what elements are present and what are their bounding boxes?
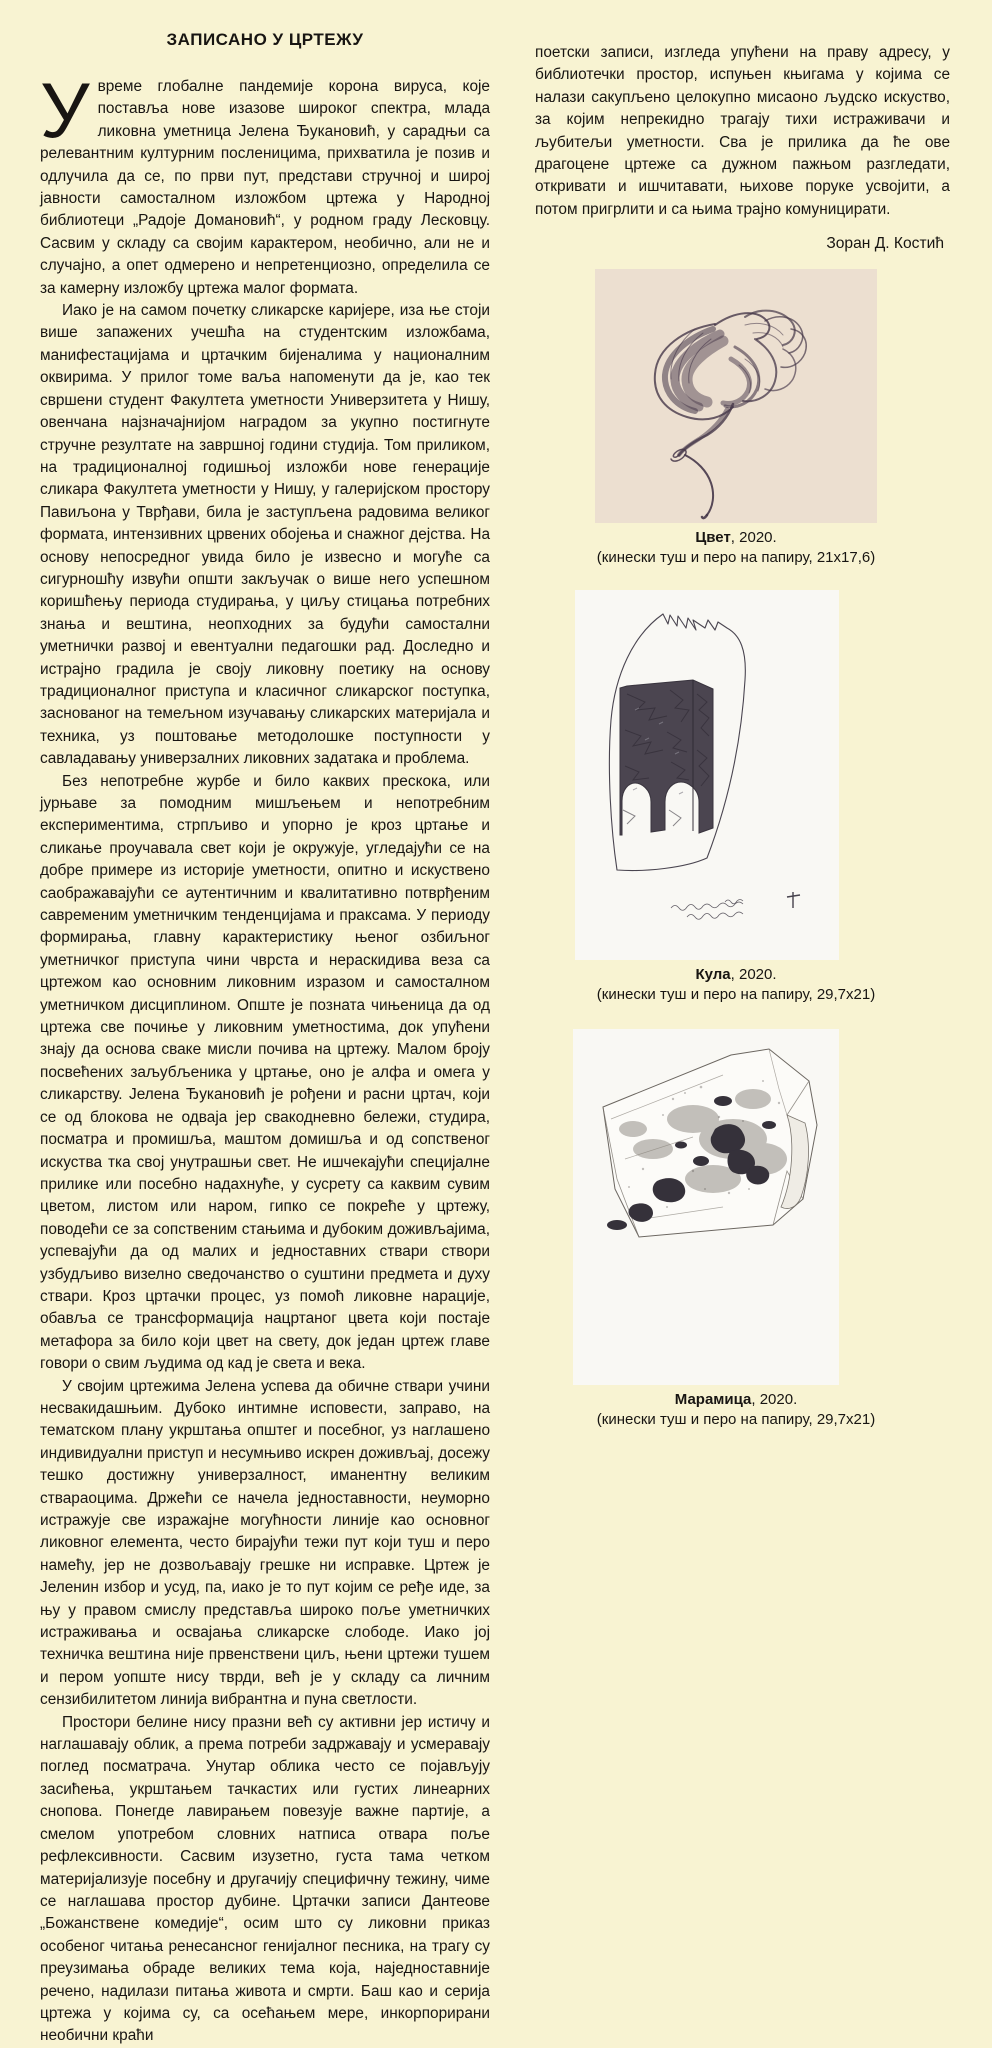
artwork-handkerchief-caption — [535, 1390, 937, 1430]
artwork-handkerchief-details: (кинески туш и перо на папиру, 29,7х21) — [596, 1411, 876, 1429]
paragraph-3: Без непотребне журбе и било каквих прескока, или јурњаве за помодним мишљењем и непотребним експериментима, стрпљиво и упорно је кроз цртање и сликање проучавала свет који је окружује, угледајући се на добре примере из историје уметности, опитно и искуствено саображавајући се аутентичним и квалитативно потврђеним савременим уметничким тенденцијама и праксама. У периоду формирања, главну карактеристику њеног озбиљног уметничког приступа чини чврста и нераскидива веза са цртежом као основним ликовним изразом и самосталном уметничком дисциплином. Опште је позната чињеница да од цртежа све почиње у ликовним уметностима, док упућени знају да основа сваке мисли почива на цртежу. Малом броју посвећених заљубљеника у цртање, оно је алфа и омега у сликарству. Јелена Ђукановић је рођени и расни цртач, који се од блокова не одваја јер свакодневно бележи, студира, посматра и промишља, маштом домишља и од сопственог искуства тка свој унутрашњи свет. Не ишчекајући специјалне прилике или посебно надахнуће, у сусрету са каквим сувим цветом, листом или наром, гипко се покреће у цртежу, поводећи се за сопственим стањима и дубоким доживљајима, успевајући да од малих и једноставних ствари створи узбудљиво визелно сведочанство о суштини предмета и духу ствари. Кроз цртачки процес, уз помоћ ликовне нарације, обавља се трансформација нацртаног цвета који постаје метафора за било који цвет на свету, док један цртеж главе говори о свим људима од кад је света и века. — [40, 772, 490, 1373]
artwork-tower-details: (кинески туш и перо на папиру, 29,7х21) — [596, 986, 876, 1004]
artwork-tower-caption — [535, 965, 937, 1005]
artwork-flower — [595, 269, 877, 568]
paragraph-2: Иако је на самом почетку сликарске каријере, иза ње стоји више запажених учешћа на студентским изложбама, манифестацијама и цртачким бијеналима у националним оквирима. У прилог томе ваља напоменути да је, као тек свршени студент Факултета уметности Универзитета у Нишу, овенчана најзначајнијом наградом за укупно постигнуте стручне резултате на завршној години студија. Том приликом, на традиционалној годишњој изложби нове генерације сликара Факултета уметности у Нишу, у галеријском простору Павиљона у Тврђави, била је заступљена радовима великог формата, интензивних црвених обојења и снажног дејства. На основу непосредног увида било је извесно и могуће са сигурношћу извући општи закључак о више него успешном коришћењу периода студирања, у циљу стицања потребних знања и вештина, неопходних за будући самостални уметнички развој и евентуални педагошки рад. Доследно и истрајно градила је своју ликовну поетику на основу традиционалног приступа и класичног сликарског поступка, заснованог на темељном изучавању сликарских материјала и техника, уз поштовање методолошке поступности у савладавању универзалних ликовних задатака и проблема. — [40, 302, 490, 768]
article-column — [40, 30, 490, 2048]
artwork-flower-title: Цвет — [695, 529, 731, 547]
page-title: ЗАПИСАНО У ЦРТЕЖУ — [166, 30, 364, 49]
artwork-handkerchief-title: Марамица — [674, 1391, 752, 1409]
drop-cap: У — [40, 66, 90, 154]
flower-paper — [595, 269, 877, 523]
article-continuation: поетски записи, изгледа упућени на праву адресу, у библиотечки простор, испуњен књигама у којима се налази сакупљено целокупно мисаоно људско искуство, за којим непрекидно трагају тихи истраживачи и љубитељи уметности. Сва је прилика да ће ове драгоцене цртеже са дужном пажњом разгледати, откривати и ишчитавати, њихове поруке усвојити, а потом пригрлити и са њима трајно комуницирати. — [535, 44, 950, 218]
artwork-tower-title: Кула — [695, 966, 731, 984]
artwork-flower-details: (кинески туш и перо на папиру, 21х17,6) — [596, 549, 876, 567]
right-column — [535, 42, 950, 1430]
paragraph-1 — [40, 66, 490, 300]
paragraph-5: Простори белине нису празни већ су активни јер истичу и наглашавају облик, а према потреби задржавају и усмеравају поглед посматрача. Унутар облика често се појављују засићења, укрштањем тачкастих или густих линеарних снопова. Понегде лавирањем повезује важне партије, а смелом употребом словних натписа отвара поље рефлексивности. Сасвим изузетно, густа тама четком материјализује посебну и другачију специфичну тежину, чиме се наглашава простор дубине. Цртачки записи Дантеове „Божанствене комедије“, осим што су ликовни приказ особеног читања ренесансног генијалног песника, на трагу су преузимања обраде великих тема која, наједноставније речено, надилази питања живота и смрти. Баш као и серија цртежа у којима су, са осећањем мере, инкорпорирани необични краћи — [40, 1713, 490, 2045]
artwork-flower-year: , 2020. — [730, 529, 777, 547]
artwork-handkerchief-image — [573, 1029, 839, 1385]
paragraph-1-text: време глобалне пандемије корона вируса, које поставља нове изазове широког спектра, млада ликовна уметница Јелена Ђукановић, у сарадњи са релевантним културним посленицима, прихватила је позив и одлучила да се, по први пут, представи стручној и широј јавности самосталном изложбом цртежа у Народној библиотеци „Радоје Домановић“, у родном граду Лесковцу. Сасвим у складу са својим карактером, необично, али не и случајно, а опет одмерено и непретенциозно, определила се за камерну изложбу цртежа малог формата. — [40, 78, 490, 297]
artwork-flower-image — [595, 269, 877, 523]
artwork-flower-caption — [535, 528, 937, 568]
artwork-handkerchief-year: , 2020. — [751, 1391, 798, 1409]
paragraph-4: У својим цртежима Јелена успева да обичне ствари учини несвакидашњим. Дубоко интимне исповести, заправо, на тематском плану укрштања општег и посебног, уз наглашено индивидуални приступ и несумњиво искрен доживљај, досежу тешко достижну универзалност, иманентну великим ствараоцима. Држећи се начела једноставности, неуморно истражује све изражајне могућности линије као основног ликовног елемента, често бирајући тежи пут који туш и перо намећу, јер не дозвољавају грешке ни исправке. Цртеж је Јеленин избор и усуд, па, иако је то пут којим се ређе иде, за њу у правом смислу представља широко поље уметничких истраживања и освајања сликарске слободе. Иако јој техничка вештина није првенствени циљ, њени цртежи тушем и пером уопште нису тврди, већ је у складу са личним сензибилитетом линија вибрантна и пуна светлости. — [40, 1377, 490, 1709]
article-body — [40, 66, 490, 2048]
artwork-tower-year: , 2020. — [730, 966, 777, 984]
artwork-tower — [575, 590, 876, 1005]
artwork-tower-image — [575, 590, 839, 960]
artwork-handkerchief — [573, 1029, 876, 1430]
author-signature: Зоран Д. Костић — [826, 235, 944, 253]
